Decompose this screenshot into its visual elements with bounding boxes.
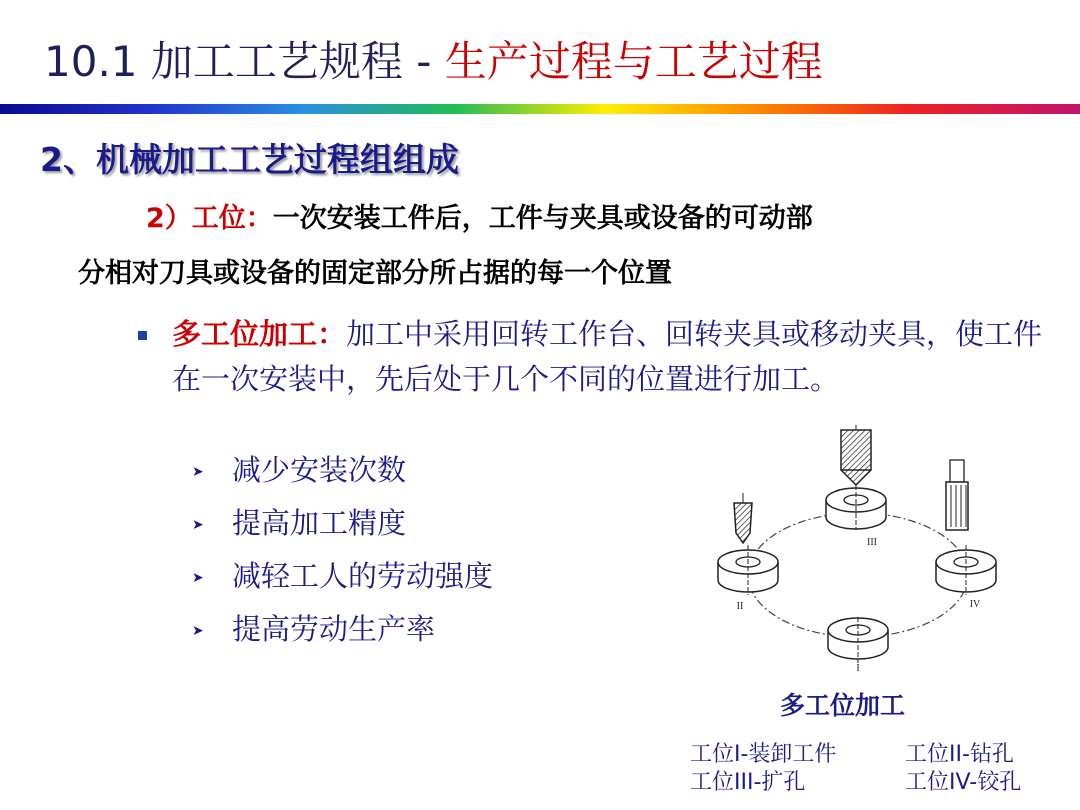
benefit-text: 提高加工精度 [232,506,407,540]
station-iv-workpiece [936,460,996,595]
slide-title [44,34,823,90]
station-label: II [736,601,744,612]
arrow-bullet-icon: ➤ [192,570,204,586]
benefit-text: 减少安装次数 [232,453,407,487]
section-heading: 2、机械加工工艺过程组组成 [40,140,459,179]
station-ii-workpiece [718,493,778,595]
rainbow-divider [0,104,1080,114]
station-iii-workpiece [826,425,886,530]
title-accent: 生产过程与工艺过程 [444,37,823,86]
definition-line-1 [146,196,813,235]
legend-item: 工位III-扩孔 [690,770,806,795]
arrow-bullet-icon: ➤ [192,517,204,533]
benefit-text: 减轻工人的劳动强度 [232,559,494,593]
station-label: I [856,663,860,674]
legend-item: 工位IV-铰孔 [905,770,1022,795]
definition-line-2: 分相对刀具或设备的固定部分所占据的每一个位置 [78,258,672,289]
multi-station-description: 加工中采用回转工作台、回转夹具或移动夹具，使工件在一次安装中，先后处于几个不同的位置进行加工。 [172,317,1043,396]
definition-text-1: 一次安装工件后，工件与夹具或设备的可动部 [272,203,813,234]
definition-number: 2） [146,203,192,234]
square-bullet-icon [138,331,147,340]
multi-station-label: 多工位加工： [172,317,347,351]
benefit-item [192,501,406,542]
benefit-item [192,554,493,595]
title-main: 10.1 加工工艺规程 - [44,37,445,86]
benefit-item [192,448,406,489]
station-label: III [867,537,877,548]
definition-term: 工位： [191,203,273,234]
benefit-text: 提高劳动生产率 [232,612,436,646]
arrow-bullet-icon: ➤ [192,623,204,639]
station-label: IV [969,599,981,610]
figure-caption: 多工位加工 [780,691,906,720]
multi-station-paragraph [172,312,1047,402]
benefit-item [192,607,435,648]
legend-item: 工位I-装卸工件 [690,742,837,767]
station-i-workpiece [828,617,888,663]
multi-station-diagram [700,425,1030,680]
legend-item: 工位II-钻孔 [905,742,1014,767]
arrow-bullet-icon: ➤ [192,464,204,480]
